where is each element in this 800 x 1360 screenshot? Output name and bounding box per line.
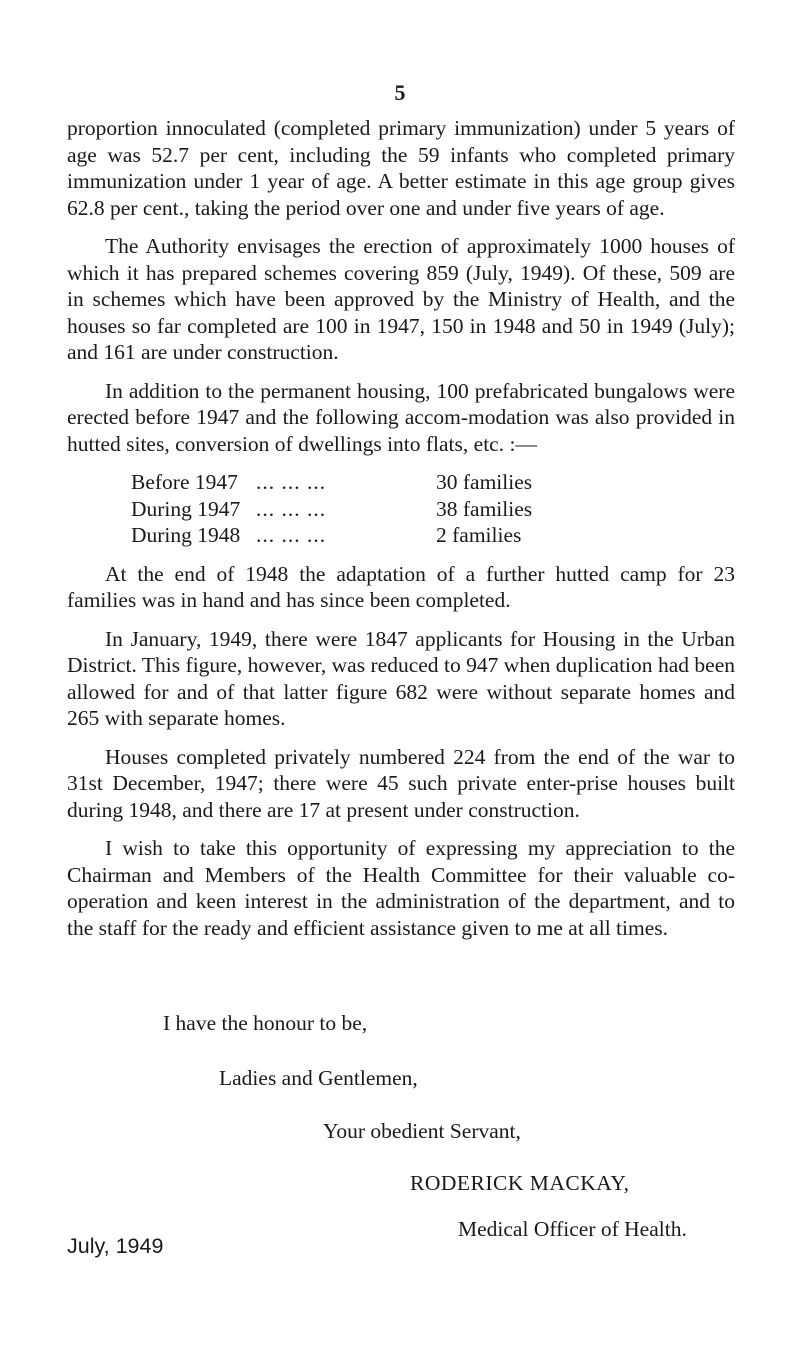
accommodation-count: 30 families xyxy=(436,470,533,494)
closing-salutation: Ladies and Gentlemen, xyxy=(219,1066,418,1090)
signature-title: Medical Officer of Health. xyxy=(458,1217,687,1241)
accommodation-row xyxy=(67,522,735,549)
paragraph-hutted-camp: At the end of 1948 the adaptation of a further hutted camp for 23 families was in hand and has since been completed. xyxy=(67,561,735,612)
accommodation-period: During 1948 xyxy=(131,523,241,547)
paragraph-private-houses: Houses completed privately numbered 224 from the end of the war to 31st December, 1947; there were 45 such private enter-prise houses built during 1948, and there are 17 at present under construction. xyxy=(67,744,735,822)
closing-servant: Your obedient Servant, xyxy=(323,1119,521,1143)
accommodation-row xyxy=(67,496,735,523)
page-number: 5 xyxy=(394,80,406,105)
leader-dots: ... ... ... xyxy=(256,470,327,494)
document-date: July, 1949 xyxy=(67,1234,164,1258)
signature-name: RODERICK MACKAY, xyxy=(410,1171,630,1195)
closing-honour: I have the honour to be, xyxy=(163,1011,368,1035)
document-body xyxy=(67,115,735,953)
paragraph-housing-schemes: The Authority envisages the erection of approximately 1000 houses of which it has prepared schemes covering 859 (July, 1949). Of these, 509 are in schemes which have been approved by the Ministry of Health, and the houses so far completed are 100 in 1947, 150 in 1948 and 50 in 1949 (July); and 161 are under construction. xyxy=(67,234,735,364)
leader-dots: ... ... ... xyxy=(256,496,327,521)
paragraph-appreciation: I wish to take this opportunity of expressing my appreciation to the Chairman and Members of the Health Committee for their valuable co-operation and keen interest in the administration of the department, and to the staff for the ready and efficient assistance given to me at all times. xyxy=(67,836,735,940)
paragraph-immunization: proportion innoculated (completed primary immunization) under 5 years of age was 52.7 per cent, including the 59 infants who completed primary immunization under 1 year of age. A better estimate in this age group gives 62.8 per cent., taking the period over one and under five years of age. xyxy=(67,116,735,220)
leader-dots: ... ... ... xyxy=(256,523,327,547)
accommodation-period: Before 1947 xyxy=(131,470,238,494)
accommodation-period: During 1947 xyxy=(131,496,241,521)
accommodation-count: 2 families xyxy=(436,523,522,547)
paragraph-additional-accommodation: In addition to the permanent housing, 100 prefabricated bungalows were erected before 1947 and the following accom-modation was also provided in hutted sites, conversion of dwellings into flats, etc. :— xyxy=(67,378,735,456)
accommodation-count: 38 families xyxy=(436,496,533,521)
accommodation-row xyxy=(67,469,735,496)
paragraph-applicants: In January, 1949, there were 1847 applicants for Housing in the Urban District. This figure, however, was reduced to 947 when duplication had been allowed for and of that latter figure 682 were without separate homes and 265 with separate homes. xyxy=(67,626,735,730)
accommodation-list xyxy=(67,469,735,549)
